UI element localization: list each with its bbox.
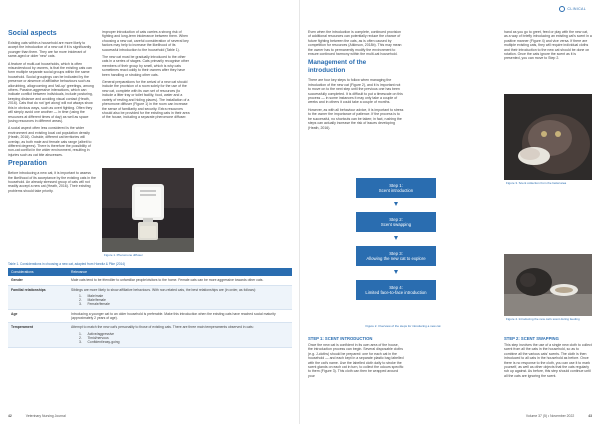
relevance-text: Attempt to match the new cat's personality to those of existing cats. There are three main temperaments observed in cats: <box>71 325 254 330</box>
right-column-3 <box>504 30 592 64</box>
step-2-heading: STEP 2: SCENT SWAPPING <box>504 336 559 341</box>
step-1-para: Once the new cat is confident in its own area of the house, the introduction process can begin. Several disposable cloths (e.g. J-cloths) should be prepared: one for each cat in the household — and each kept in a separate plastic bag labelled with the cat's name. Use the labelled cloth daily to stroke the scent glands on each cat in turn, to collect the odours specific to them (Figure 3). This cloth can then be wrapped around your <box>308 343 404 378</box>
considerations-table-wrap <box>8 262 292 348</box>
journal-name: Veterinary Nursing Journal <box>25 414 66 418</box>
flow-step-label: Allowing the new cat to explore <box>366 256 426 261</box>
relationship-list <box>71 294 289 307</box>
introduction-flowchart <box>356 178 436 318</box>
pheromone-diffuser-illustration <box>102 168 194 252</box>
social-para-1: Existing cats within a household are more likely to accept the introduction of a new cat if it is significantly younger than them. They are far more intolerant of same-aged or older 'new' cats. <box>8 41 92 59</box>
management-heading: Management of the introduction <box>308 59 367 75</box>
table-cell-relevance: Introducing a younger cat to an older household is preferable. Make this introduction when the existing cats have reached social maturity (approximately 2 years of age). <box>68 309 292 323</box>
right-page-number: 43 <box>588 414 592 418</box>
flow-step-3 <box>356 246 436 266</box>
volume-info: Volume 37 (5) • November 2022 <box>525 414 575 418</box>
flow-step-number: Step 3: <box>389 251 403 256</box>
table-cell-consideration: Age <box>8 309 68 323</box>
flow-step-2 <box>356 212 436 232</box>
management-para-2: However, as with all behaviour advice, it is important to stress to the owner the importance of patience. If the process is to be successful, no shortcuts can be taken; in fact, rushing the steps can actually increase the risk of issues developing (Heath, 2016). <box>308 107 404 130</box>
resources-para: Even when the introduction is complete, continued provision of additional resources can potentially reduce the chance of future fighting between the cats, as is often caused by competition for resources (Atkinson, 2018b). This may mean the owner has to permanently modify the environment to ensure continued harmony within the multi-cat household. <box>308 30 402 57</box>
preparation-heading: Preparation <box>8 160 47 168</box>
figure-3-caption: Figure 3. Scent collection from the facial area <box>506 181 567 185</box>
table-cell-relevance <box>68 323 292 347</box>
clinical-badge-label: CLINICAL <box>567 7 586 11</box>
cat-scent-collection-illustration <box>504 94 592 180</box>
considerations-table <box>8 268 292 348</box>
left-page-number: 42 <box>8 414 12 418</box>
flow-step-number: Step 2: <box>389 217 403 222</box>
flow-step-label: Scent introduction <box>378 188 414 193</box>
mid-para-3: General preparations for the arrival of a new cat should include the provision of a room solely for the use of the new cat, complete with its own set of resources (to include a litter tray or toilet facility, food, water and a variety of resting and hiding places). The installation of a pheromone diffuser (Figure 1) in the room can increase the sense of familiarity and security. Extra resources should also be provided for the existing cats in their area of the house, including a separate pheromone diffuser. <box>102 80 190 120</box>
flow-step-label: Limited face-to-face introduction <box>365 290 427 295</box>
flow-step-1 <box>356 178 436 198</box>
down-arrow-icon <box>394 270 398 274</box>
flow-step-number: Step 4: <box>389 285 403 290</box>
step-2-para: This step involves the use of a single new cloth to collect scent from all the cats in the household, so as to combine all the various cats' scents. The cloth is then introduced to all cats in the household as before. Once there is no response to the cloth, you can use it to mark yourself, as well as other objects that the cats regularly rub up against. As before, this step should continue until all the cats are ignoring the scent. <box>504 343 592 378</box>
scent-greeting-para: hand as you go to greet, feed or play with the new cat, as a way of briefly introducing an existing cat's scent in a positive manner (Figure 4) and vice versa. If there are multiple existing cats, they will require individual cloths and their introduction to the new cat should be done on rotation. Once the cats ignore the scent as it is presented, you can move to Step 2. <box>504 30 592 61</box>
down-arrow-icon <box>394 236 398 240</box>
social-para-2: A feature of multi-cat households, which is often misunderstood by owners, is that the existing cats can form multiple separate social groups within the same household. Social groupings can be indicated by the presence or absence of affiliative behaviours such as allorubbing, allogrooming and 'tail-up' greetings, among others. Passive-aggressive interactions, which can indicate conflict between individuals, include posturing, keeping distance and avoiding visual contact (Heath, 2016). Cats that do not 'get along' will not always show this in obvious ways, such as overt fighting. Often they will simply avoid one another — in time (using the resources at different times of day) as well as space (using resources in different areas). <box>8 61 94 123</box>
clinical-circle-icon <box>559 6 565 12</box>
step-2-column <box>504 336 592 381</box>
step-1-column <box>308 336 404 381</box>
table-cell-consideration: Gender <box>8 276 68 285</box>
figure-3-photo <box>504 94 592 180</box>
clinical-badge <box>559 6 586 12</box>
table-row <box>8 285 292 309</box>
table-title: Table 1. Considerations in choosing a new cat, adapted from Horwitz & Pike (2014) <box>8 262 126 266</box>
mid-para-2: The new cat must be gradually introduced to the other cats in a series of stages. Cats primarily recognise other members of their group by smell, which is why cats sometimes react oddly to their owners after they have been handling or stroking other cats. <box>102 55 189 77</box>
figure-4-photo <box>504 254 592 316</box>
right-column-1 <box>308 30 404 133</box>
table-header-relevance: Relevance <box>68 268 292 276</box>
mid-para-1: improper introduction of cats carries a strong risk of fighting and long-term intolerance between them. When choosing a new cat, careful consideration of several key factors may help to increase the likelihood of its successful introduction to the household (Table 1). <box>102 30 189 52</box>
down-arrow-icon <box>394 202 398 206</box>
cat-feeding-illustration <box>504 254 592 316</box>
table-cell-relevance: Male cats tend to be friendlier to unfamiliar people/visitors to the home. Female cats can be more aggressive towards other cats. <box>68 276 292 285</box>
figure-1-caption: Figure 1. Pheromone diffuser <box>104 253 143 257</box>
table-cell-consideration: Temperament <box>8 323 68 347</box>
figure-2-caption: Figure 2. Overview of the steps for introducing a new cat <box>365 324 441 328</box>
left-column-1 <box>8 30 96 196</box>
table-cell-relevance <box>68 285 292 309</box>
prep-para: Before introducing a new cat, it is important to assess the likelihood of its acceptance by the existing cats in the household. An already stressed group of cats will not readily accept a new cat (Heath, 2016). Their existing problems should take priority. <box>8 171 96 193</box>
table-row <box>8 323 292 347</box>
figure-4-caption: Figure 4. Introducing the new cat's scent during feeding <box>506 317 580 321</box>
right-footer <box>526 414 592 418</box>
table-header-considerations: Considerations <box>8 268 68 276</box>
table-row <box>8 276 292 285</box>
list-item: 3. Female/female <box>79 302 110 307</box>
table-row <box>8 309 292 323</box>
left-footer <box>8 414 66 418</box>
right-page <box>300 0 600 424</box>
relevance-text: Siblings are more likely to show affiliative behaviours. With non-related cats, the best relationships are (in order, as follows): <box>71 287 257 292</box>
left-column-2 <box>102 30 190 123</box>
list-item: 1. Active/aggressive <box>79 331 115 336</box>
table-header-row <box>8 268 292 276</box>
social-para-3: A social aspect often less considered is the wider environment and existing local cat population density (Heath, 2016). Outside, different cat territories will overlap, as both male and female cats range (albeit to different degrees). There is therefore the possibility of non-cat conflict in the wider environment, resulting in injuries such as cat bite abscesses. <box>8 126 92 157</box>
social-aspects-heading: Social aspects <box>8 30 57 37</box>
list-item: 1. Male/male <box>79 293 104 298</box>
figure-1-photo <box>102 168 194 252</box>
management-para-1: There are four key steps to follow when managing the introduction of the new cat (Figure 2), and it is important not to move on to the next step until the previous one has been successfully completed. It is difficult to put a timescale on this process — in some instances it may only take a couple of weeks and in others it could take a couple of months. <box>308 78 403 105</box>
list-item: 2. Male/female <box>79 298 106 303</box>
flow-step-4 <box>356 280 436 300</box>
list-item: 2. Timid/nervous <box>79 335 109 340</box>
flow-step-label: Scent swapping <box>380 222 412 227</box>
list-item: 3. Confident/easy-going <box>79 340 120 345</box>
temperament-list <box>71 332 289 345</box>
flow-step-number: Step 1: <box>389 183 403 188</box>
table-cell-consideration: Familial relationships <box>8 285 68 309</box>
step-1-heading: STEP 1: SCENT INTRODUCTION <box>308 336 373 341</box>
